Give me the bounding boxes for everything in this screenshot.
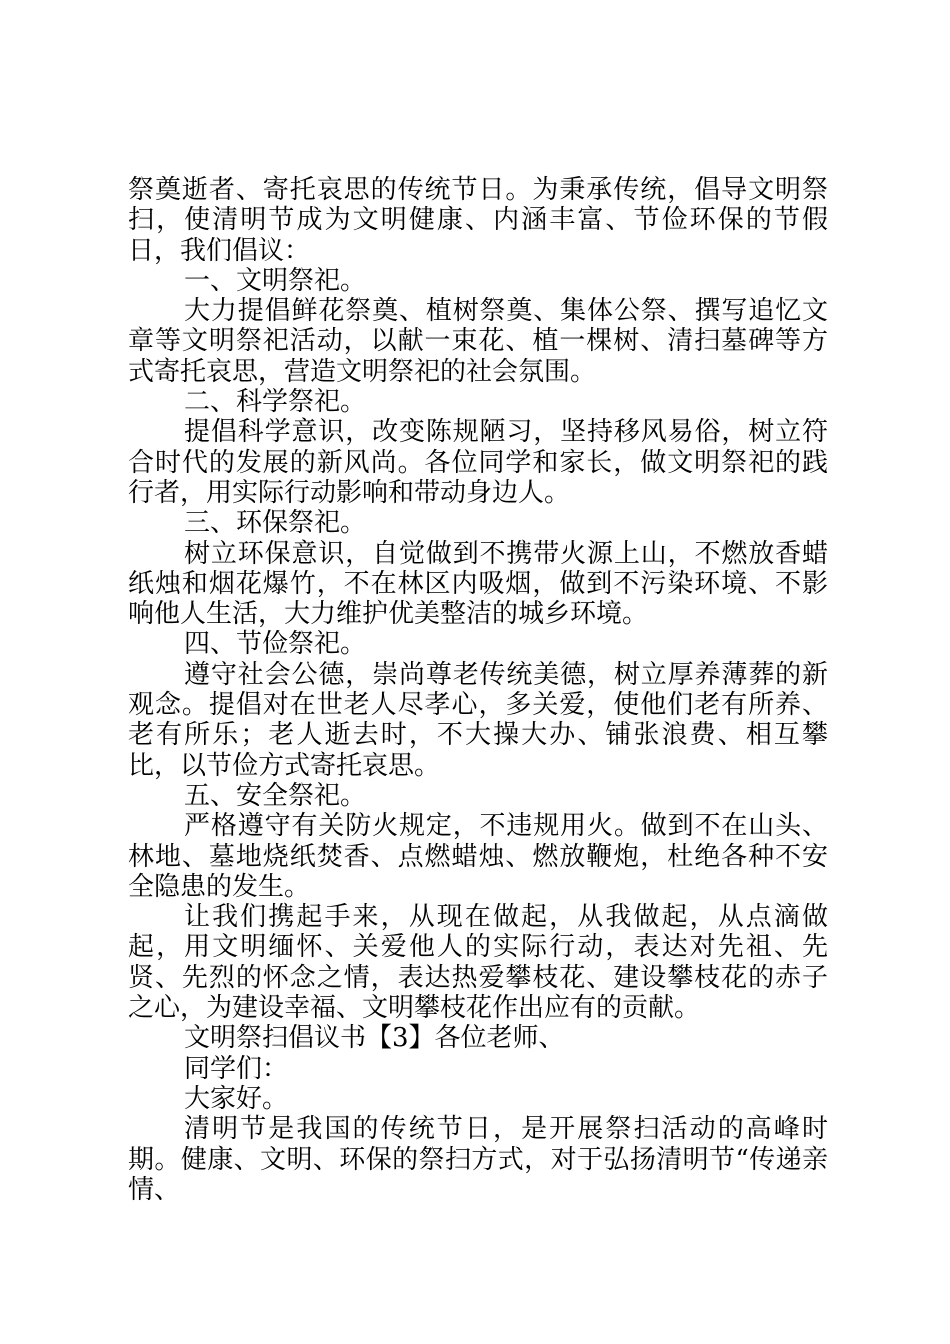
section-title-proposal-3: 文明祭扫倡议书【3】各位老师、 (184, 1023, 565, 1054)
heading-civilized-sacrifice: 一、文明祭祀。 (184, 265, 367, 296)
paragraph-eco-sacrifice: 树立环保意识，自觉做到不携带火源上山，不燃放香蜡纸烛和烟花爆竹，不在林区内吸烟，做到不污染环境、不影响他人生活，大力维护优美整洁的城乡环境。 (128, 538, 828, 630)
paragraph-qingming-intro: 清明节是我国的传统节日，是开展祭扫活动的高峰时期。健康、文明、环保的祭扫方式，对于弘扬清明节“传递亲情、 (128, 1114, 828, 1205)
heading-eco-sacrifice: 三、环保祭祀。 (184, 508, 367, 539)
heading-frugal-sacrifice: 四、节俭祭祀。 (184, 629, 367, 660)
paragraph-closing-call: 让我们携起手来，从现在做起，从我做起，从点滴做起，用文明缅怀、关爱他人的实际行动，表达对先祖、先贤、先烈的怀念之情，表达热爱攀枝花、建设攀枝花的赤子之心，为建设幸福、文明攀枝花作出应有的贡献。 (128, 902, 828, 1024)
document-page (128, 175, 828, 1205)
salutation-students: 同学们： (184, 1053, 289, 1084)
greeting: 大家好。 (184, 1083, 289, 1114)
paragraph-intro: 祭奠逝者、寄托哀思的传统节日。为秉承传统，倡导文明祭扫，使清明节成为文明健康、内涵丰富、节俭环保的节假日，我们倡议： (128, 175, 828, 266)
paragraph-scientific-sacrifice: 提倡科学意识，改变陈规陋习，坚持移风易俗，树立符合时代的发展的新风尚。各位同学和家长，做文明祭祀的践行者，用实际行动影响和带动身边人。 (128, 417, 828, 508)
heading-scientific-sacrifice: 二、科学祭祀。 (184, 387, 367, 418)
heading-safe-sacrifice: 五、安全祭祀。 (184, 780, 367, 811)
paragraph-civilized-sacrifice: 大力提倡鲜花祭奠、植树祭奠、集体公祭、撰写追忆文章等文明祭祀活动，以献一束花、植一棵树、清扫墓碑等方式寄托哀思，营造文明祭祀的社会氛围。 (128, 296, 828, 387)
paragraph-frugal-sacrifice: 遵守社会公德，崇尚尊老传统美德，树立厚养薄葬的新观念。提倡对在世老人尽孝心，多关爱，使他们老有所养、老有所乐；老人逝去时，不大操大办、铺张浪费、相互攀比，以节俭方式寄托哀思。 (128, 659, 828, 781)
paragraph-safe-sacrifice: 严格遵守有关防火规定，不违规用火。做到不在山头、林地、墓地烧纸焚香、点燃蜡烛、燃放鞭炮，杜绝各种不安全隐患的发生。 (128, 811, 828, 902)
